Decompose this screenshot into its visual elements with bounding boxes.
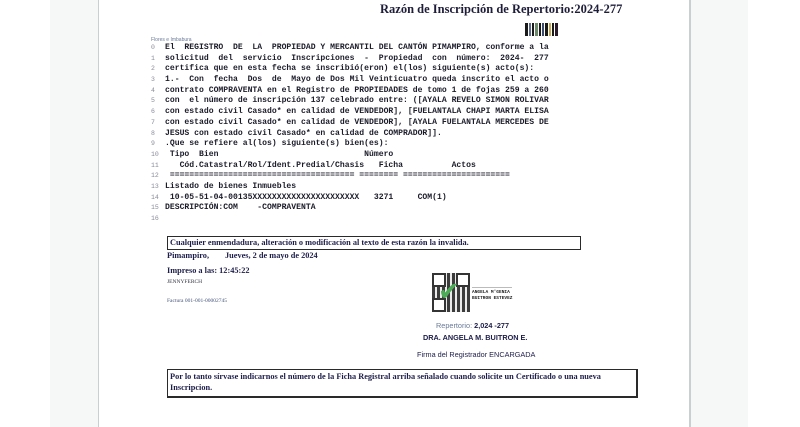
line-number: 11 [151, 161, 159, 169]
line-number: 8 [151, 129, 155, 137]
qr-signature-code [432, 273, 470, 312]
signer-rule [472, 287, 512, 288]
signer-name-line2: BUITRON ESTEVEZ [472, 296, 513, 301]
office-label: Flores e Imbabura [151, 37, 192, 43]
line-text: con estado civil Casado* en calidad de VENDEDOR], [FUELANTALA CHAPI MARTA ELISA [165, 107, 549, 117]
repertorio-value: 2,024 -277 [474, 321, 510, 330]
line-text: .Que se refiere al(los) siguiente(s) bien(es): [165, 139, 389, 149]
line-text: 1.- Con fecha Dos de Mayo de Dos Mil Veinticuatro queda inscrito el acto o [165, 75, 549, 85]
barcode-bar [555, 23, 558, 36]
barcode-bar [549, 23, 551, 36]
signer-name-line1: ANGELA M'GENIA [472, 290, 510, 295]
barcode-bar [525, 23, 528, 36]
text-line [151, 192, 625, 204]
line-number: 15 [151, 204, 159, 212]
line-number: 9 [151, 140, 155, 148]
barcode-bar [532, 23, 534, 36]
line-text: DESCRIPCIÓN:COM -COMPRAVENTA [165, 203, 316, 213]
line-text: contrato COMPRAVENTA en el Registro de PROPIEDADES de tomo 1 de fojas 259 a 260 [165, 85, 549, 95]
text-line [151, 214, 625, 225]
line-text: El REGISTRO DE LA PROPIEDAD Y MERCANTIL DEL CANTÓN PIMAMPIRO, conforme a la [165, 43, 549, 52]
text-line [151, 128, 625, 140]
text-line [151, 96, 625, 107]
final-note: Por lo tanto sírvase indicarnos el número de la Ficha Registral arriba señalado cuando solicite un Certificado o una nueva Inscripcion. [167, 369, 638, 398]
text-line [151, 43, 625, 54]
line-text: JESUS con estado civil Casado* en calidad de COMPRADOR]]. [165, 128, 442, 138]
line-number: 1 [151, 54, 155, 62]
line-number: 2 [151, 65, 155, 73]
line-text: Tipo Bien Número [165, 149, 394, 159]
repertorio-label: Repertorio: [436, 321, 473, 330]
registrar-name: DRA. ANGELA M. BUITRON E. [423, 333, 528, 342]
text-line [151, 160, 625, 172]
place-and-date [167, 251, 318, 260]
text-line [151, 85, 625, 97]
digital-signer [472, 287, 513, 302]
line-number: 5 [151, 97, 155, 105]
invoice-number: Factura 001-001-00002745 [167, 298, 228, 304]
line-text: Cód.Catastral/Rol/Ident.Predial/Chasis Ficha Actos [165, 160, 476, 170]
user-name: JENNYFERCH [167, 279, 203, 285]
document-title: Razón de Inscripción de Repertorio:2024-277 [380, 2, 623, 16]
barcode-bar [539, 23, 541, 36]
date: Jueves, 2 de mayo de 2024 [225, 251, 318, 260]
line-text: con el número de inscripción 137 celebrado entre: ([AYALA REVELO SIMON ROLIVAR [165, 96, 549, 106]
text-line [151, 53, 625, 65]
line-number: 13 [151, 182, 159, 190]
text-line [151, 64, 625, 75]
barcode-bar [552, 23, 554, 36]
line-text: ====================================== ======== ====================== [165, 171, 510, 181]
registry-text-block [151, 43, 625, 225]
line-number: 12 [151, 172, 159, 180]
line-text: con estado civil Casado* en calidad de VENDEDOR], [AYALA FUELANTALA MERCEDES DE [165, 117, 549, 127]
line-number: 16 [151, 215, 159, 222]
barcode-bar [545, 23, 548, 36]
text-line [151, 203, 625, 214]
text-line [151, 75, 625, 86]
viewer-left-gutter [50, 0, 98, 427]
line-text: Listado de bienes Inmuebles [165, 181, 297, 191]
barcode-bar [535, 23, 538, 36]
line-number: 3 [151, 76, 155, 84]
line-number: 6 [151, 108, 155, 116]
barcode [525, 23, 558, 36]
line-text: certifica que en esta fecha se inscribió(eron) el(los) siguiente(s) acto(s): [165, 64, 535, 74]
line-text: solicitud del servicio Inscripciones - Propiedad con número: 2024- 277 [165, 53, 549, 63]
place: Pimampiro, [167, 251, 210, 260]
line-number: 0 [151, 44, 155, 51]
text-line [151, 181, 625, 193]
line-number: 4 [151, 86, 155, 94]
text-line [151, 149, 625, 161]
line-number: 14 [151, 193, 159, 201]
barcode-bar [542, 23, 544, 36]
invalidation-warning: Cualquier enmendadura, alteración o modificación al texto de esta razón la invalida. [167, 236, 581, 250]
text-line [151, 117, 625, 129]
barcode-bar [529, 23, 531, 36]
printed-time: Impreso a las: 12:45:22 [167, 266, 250, 275]
viewer-right-gutter [690, 0, 748, 427]
line-number: 7 [151, 118, 155, 126]
line-number: 10 [151, 150, 159, 158]
text-line [151, 171, 625, 182]
text-line [151, 107, 625, 118]
registrar-role: Firma del Registrador ENCARGADA [417, 350, 536, 359]
checkmark-icon: ✔ [438, 277, 460, 307]
repertorio [436, 321, 509, 330]
text-line [151, 139, 625, 150]
line-text: 10-05-51-04-00135XXXXXXXXXXXXXXXXXXXXXX 3271 COM(1) [165, 192, 447, 202]
